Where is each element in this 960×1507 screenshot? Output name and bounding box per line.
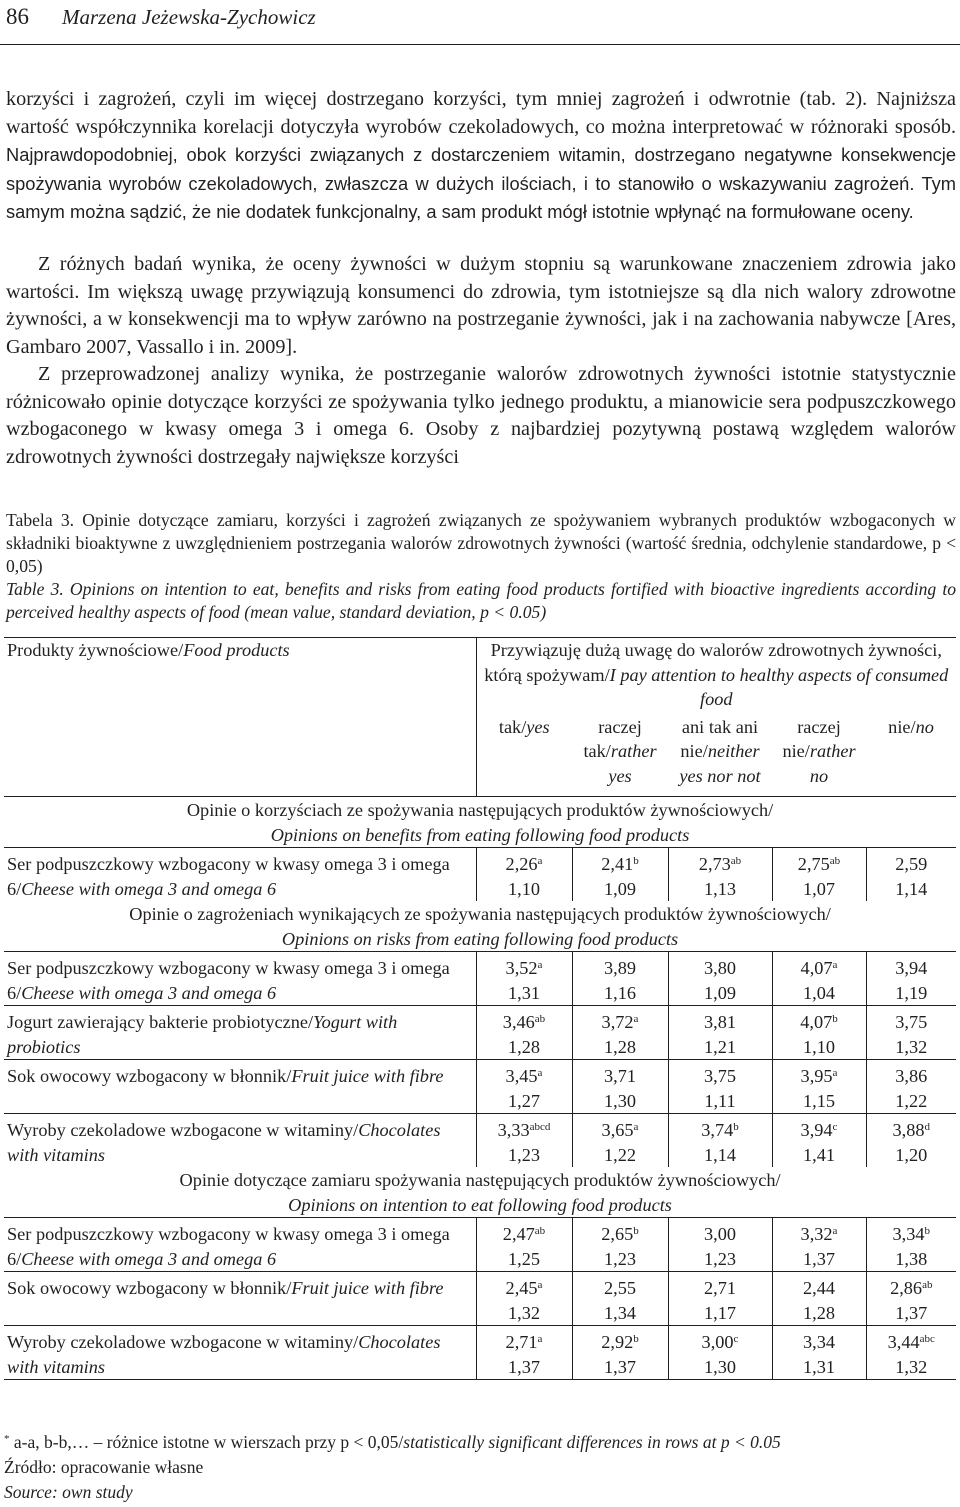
significance-letters: a [537, 1067, 543, 1079]
table-caption [6, 509, 956, 624]
significance-letters: d [924, 1121, 931, 1133]
sd-value: 1,23 [508, 1144, 540, 1165]
product-name-pl: Ser podpuszczkowy wzbogacony w kwasy omega 3 i omega 6/ [7, 958, 450, 1003]
significance-letters: c [832, 1121, 838, 1133]
product-name-en: Fruit juice with fibre [291, 1066, 444, 1086]
product-name [4, 848, 476, 902]
source-en: Source: own study [4, 1482, 133, 1502]
table-row [4, 848, 956, 902]
table-row [4, 1006, 956, 1060]
product-name [4, 1326, 476, 1380]
value-cell [572, 1114, 668, 1168]
table-row [4, 1218, 956, 1272]
table-row [4, 1060, 956, 1114]
mean-value: 2,59 [895, 854, 928, 874]
product-name-en: Chocolates with vitamins [7, 1332, 441, 1377]
mean-value: 3,74 [701, 1120, 734, 1140]
product-name-pl: Sok owocowy wzbogacony w błonnik/ [7, 1278, 292, 1298]
sd-value: 1,31 [508, 982, 540, 1003]
mean-value: 3,75 [704, 1066, 736, 1086]
value-cell [668, 1272, 772, 1326]
mean-value: 3,80 [704, 958, 736, 978]
product-name-pl: Wyroby czekoladowe wzbogacone w witaminy/ [7, 1332, 359, 1352]
significance-letters: a [832, 959, 838, 971]
value-cell [572, 1272, 668, 1326]
sd-value: 1,38 [895, 1248, 928, 1269]
value-cell [772, 1326, 866, 1380]
mean-value: 3,45 [505, 1066, 538, 1086]
mean-value: 2,41 [601, 854, 634, 874]
significance-letters: a [537, 1333, 543, 1345]
product-name-pl: Wyroby czekoladowe wzbogacone w witaminy/ [7, 1120, 359, 1140]
product-name-en: Chocolates with vitamins [7, 1120, 441, 1165]
value-cell [476, 848, 572, 902]
value-cell [476, 1272, 572, 1326]
running-author: Marzena Jeżewska-Zychowicz [62, 5, 316, 29]
body-paragraph-2: Z różnych badań wynika, że oceny żywności w dużym stopniu są warunkowane znaczeniem zdrowia jako wartości. Im większą uwagę przywiązują konsumenci do zdrowia, tym istotniejsze są dla nich walory zdrowotne żywności, a w konsekwencji ma to wpływ zarówno na postrzeganie żywności, jak i na zachowania nabywcze [Ares, Gambaro 2007, Vassallo i in. 2009]. [6, 253, 956, 358]
mean-value: 3,65 [601, 1120, 634, 1140]
section-title [4, 901, 956, 952]
sd-value: 1,28 [604, 1036, 636, 1057]
section-row [4, 1167, 956, 1218]
sd-value: 1,13 [704, 878, 736, 899]
mean-value: 3,52 [505, 958, 538, 978]
mean-value: 3,46 [502, 1012, 535, 1032]
sd-value: 1,04 [803, 982, 835, 1003]
sd-value: 1,25 [508, 1248, 540, 1269]
value-cell [668, 1006, 772, 1060]
paragraph-text: korzyści i zagrożeń, czyli im więcej dostrzegano korzyści, tym mniej zagrożeń i odwrotnie (tab. 2). Najniższa wartość współczynnika korelacji dotyczyła wyrobów czekoladowych, co można interpretować w różnoraki sposób. [6, 88, 956, 138]
product-name-en: Cheese with omega 3 and omega 6 [21, 1248, 277, 1269]
col-header-en: rather yes [608, 741, 657, 786]
sd-value: 1,10 [508, 878, 540, 899]
source-pl: Źródło: opracowanie własne [4, 1457, 204, 1477]
table-row [4, 1272, 956, 1326]
value-cell [772, 952, 866, 1006]
product-name [4, 1114, 476, 1168]
sd-value: 1,21 [704, 1036, 736, 1057]
col-header-products-pl: Produkty żywnościowe/ [7, 640, 184, 660]
significance-letters: a [537, 1279, 543, 1291]
mean-value: 3,34 [892, 1224, 925, 1244]
significance-letters: abcd [529, 1121, 551, 1133]
mean-value: 2,44 [803, 1278, 835, 1298]
product-name-pl: Ser podpuszczkowy wzbogacony w kwasy omega 3 i omega 6/ [7, 1224, 450, 1269]
significance-letters: ab [534, 1225, 546, 1237]
value-cell [866, 848, 956, 902]
mean-value: 3,33 [497, 1120, 530, 1140]
value-cell [668, 952, 772, 1006]
page-number: 86 [6, 4, 29, 29]
value-cell [866, 1114, 956, 1168]
product-name-en: Cheese with omega 3 and omega 6 [21, 878, 277, 899]
sd-value: 1,14 [895, 878, 928, 899]
sd-value: 1,31 [803, 1356, 835, 1377]
sd-value: 1,19 [895, 982, 928, 1003]
value-cell [866, 1060, 956, 1114]
significance-letters: a [537, 855, 543, 867]
value-cell [668, 1060, 772, 1114]
mean-value: 4,07 [800, 958, 833, 978]
mean-value: 2,73 [698, 854, 731, 874]
significance-letters: a [832, 1225, 838, 1237]
value-cell [772, 1060, 866, 1114]
value-cell [866, 1218, 956, 1272]
mean-value: 3,94 [895, 958, 928, 978]
sd-value: 1,32 [895, 1356, 928, 1377]
mean-value: 4,07 [800, 1012, 833, 1032]
sd-value: 1,30 [604, 1090, 636, 1111]
mean-value: 2,26 [505, 854, 538, 874]
col-header-products [4, 638, 476, 797]
section-title-en: Opinions on intention to eat following food products [288, 1194, 672, 1215]
col-header-2 [572, 715, 668, 797]
table-row [4, 952, 956, 1006]
mean-value: 2,71 [704, 1278, 736, 1298]
caption-pl: Tabela 3. Opinie dotyczące zamiaru, korzyści i zagrożeń związanych ze spożywaniem wybranych produktów wzbogaconych w składniki bioaktywne z uwzględnieniem postrzegania walorów zdrowotnych żywności (wartość średnia, odchylenie standardowe, p < 0,05) [6, 510, 956, 576]
col-header-en: yes [526, 716, 550, 737]
value-cell [476, 1006, 572, 1060]
mean-value: 2,92 [601, 1332, 634, 1352]
group-header-pl: Przywiązuję dużą uwagę do walorów zdrowotnych żywności, którą spożywam/ [484, 640, 942, 685]
value-cell [572, 1326, 668, 1380]
mean-value: 3,72 [601, 1012, 634, 1032]
significance-letters: b [733, 1121, 739, 1133]
value-cell [668, 848, 772, 902]
significance-letters: ab [922, 1279, 933, 1291]
value-cell [572, 1218, 668, 1272]
significance-letters: b [633, 1225, 639, 1237]
mean-value: 3,81 [704, 1012, 736, 1032]
body-paragraph-1 [6, 86, 956, 227]
value-cell [866, 1006, 956, 1060]
sd-value: 1,16 [604, 982, 636, 1003]
section-row [4, 901, 956, 952]
col-header-pl: tak/ [498, 716, 527, 737]
significance-letters: ab [730, 855, 742, 867]
mean-value: 2,71 [505, 1332, 538, 1352]
value-cell [668, 1326, 772, 1380]
col-header-4 [772, 715, 866, 797]
col-header-en: no [915, 716, 934, 737]
sd-value: 1,15 [803, 1090, 835, 1111]
significance-letters: a [633, 1013, 639, 1025]
section-title-pl: Opinie o korzyściach ze spożywania następujących produktów żywnościowych/ [186, 800, 774, 820]
sd-value: 1,37 [604, 1356, 636, 1377]
section-title [4, 1167, 956, 1218]
value-cell [572, 848, 668, 902]
sd-value: 1,32 [508, 1302, 540, 1323]
significance-letters: b [633, 1333, 639, 1345]
product-name-pl: Sok owocowy wzbogacony w błonnik/ [7, 1066, 292, 1086]
sd-value: 1,37 [508, 1356, 540, 1377]
col-header-products-en: Food products [183, 640, 290, 660]
group-header-en: I pay attention to healthy aspects of consumed food [609, 664, 949, 709]
value-cell [572, 1006, 668, 1060]
product-name-pl: Jogurt zawierający bakterie probiotyczne/ [7, 1012, 314, 1032]
sd-value: 1,28 [803, 1302, 835, 1323]
sd-value: 1,27 [508, 1090, 540, 1111]
value-cell [572, 952, 668, 1006]
col-header-5 [866, 715, 956, 797]
significance-letters: a [633, 1121, 639, 1133]
mean-value: 3,94 [800, 1120, 833, 1140]
product-name [4, 1272, 476, 1326]
paragraph-text-sans: Najprawdopodobniej, obok korzyści związanych z dostarczeniem witamin, dostrzegano negatywne konsekwencje spożywania wyrobów czekoladowych, zwłaszcza w dużych ilościach, i to stanowiło o wskazywaniu zagrożeń. Tym samym można sądzić, że nie dodatek funkcjonalny, a sam produkt mógł istotnie wpłynąć na formułowane oceny. [6, 144, 956, 222]
caption-en: Table 3. Opinions on intention to eat, benefits and risks from eating food products fortified with bioactive ingredients according to perceived healthy aspects of food (mean value, standard deviation, p < 0.05) [6, 579, 956, 622]
table-footnote [4, 1430, 781, 1455]
sd-value: 1,41 [803, 1144, 835, 1165]
sd-value: 1,28 [508, 1036, 540, 1057]
col-header-pl: raczej nie/ [782, 716, 841, 761]
value-cell [668, 1218, 772, 1272]
sd-value: 1,37 [895, 1302, 928, 1323]
value-cell [476, 1326, 572, 1380]
value-cell [476, 1218, 572, 1272]
value-cell [866, 952, 956, 1006]
sd-value: 1,07 [803, 878, 835, 899]
significance-letters: abc [919, 1333, 935, 1345]
mean-value: 3,86 [895, 1066, 928, 1086]
mean-value: 3,75 [895, 1012, 928, 1032]
running-header [0, 0, 960, 45]
sd-value: 1,14 [704, 1144, 736, 1165]
significance-letters: ab [534, 1013, 546, 1025]
col-header-1 [476, 715, 572, 797]
sd-value: 1,22 [604, 1144, 636, 1165]
table-row [4, 1114, 956, 1168]
col-header-pl: ani tak ani nie/ [680, 716, 759, 761]
sd-value: 1,23 [704, 1248, 736, 1269]
sd-value: 1,23 [604, 1248, 636, 1269]
mean-value: 3,89 [604, 958, 636, 978]
significance-letters: b [924, 1225, 931, 1237]
value-cell [476, 1114, 572, 1168]
section-title [4, 797, 956, 848]
col-header-3 [668, 715, 772, 797]
value-cell [772, 1114, 866, 1168]
sd-value: 1,17 [704, 1302, 736, 1323]
product-name [4, 952, 476, 1006]
significance-letters: b [633, 855, 639, 867]
mean-value: 3,00 [701, 1332, 734, 1352]
col-header-pl: nie/ [888, 716, 916, 737]
section-title-pl: Opinie dotyczące zamiaru spożywania następujących produktów żywnościowych/ [179, 1170, 781, 1190]
sd-value: 1,30 [704, 1356, 736, 1377]
sd-value: 1,10 [803, 1036, 835, 1057]
value-cell [772, 1272, 866, 1326]
product-name [4, 1006, 476, 1060]
mean-value: 3,95 [800, 1066, 833, 1086]
mean-value: 3,00 [704, 1224, 736, 1244]
sd-value: 1,32 [895, 1036, 928, 1057]
value-cell [572, 1060, 668, 1114]
value-cell [866, 1326, 956, 1380]
mean-value: 2,65 [601, 1224, 634, 1244]
value-cell [476, 952, 572, 1006]
results-table [4, 637, 956, 1380]
section-title-en: Opinions on benefits from eating following food products [270, 824, 690, 845]
value-cell [772, 1218, 866, 1272]
mean-value: 2,45 [505, 1278, 538, 1298]
body-paragraph-3: Z przeprowadzonej analizy wynika, że postrzeganie walorów zdrowotnych żywności istotnie statystycznie różnicowało opinie dotyczące korzyści ze spożywania tylko jednego produktu, a mianowicie sera podpuszczkowego wzbogaconego w kwasy omega 3 i omega 6. Osoby z najbardziej pozytywną postawą względem walorów zdrowotnych żywności dostrzegały największe korzyści [6, 363, 956, 468]
mean-value: 2,55 [604, 1278, 636, 1298]
mean-value: 3,71 [604, 1066, 636, 1086]
section-title-en: Opinions on risks from eating following food products [281, 928, 679, 949]
significance-letters: c [733, 1333, 739, 1345]
section-row [4, 797, 956, 848]
table-row [4, 1326, 956, 1380]
value-cell [476, 1060, 572, 1114]
table-header-row [4, 638, 956, 715]
footnote-mark: * [4, 1433, 10, 1445]
sd-value: 1,37 [803, 1248, 835, 1269]
product-name-en: Yogurt with probiotics [7, 1012, 398, 1057]
mean-value: 2,47 [502, 1224, 535, 1244]
section-title-pl: Opinie o zagrożeniach wynikających ze spożywania następujących produktów żywnościowych/ [129, 904, 831, 924]
col-header-pl: raczej tak/ [583, 716, 642, 761]
sd-value: 1,20 [895, 1144, 928, 1165]
significance-letters: a [537, 959, 543, 971]
mean-value: 3,34 [803, 1332, 835, 1352]
significance-letters: ab [829, 855, 841, 867]
product-name-en: Fruit juice with fibre [291, 1278, 444, 1298]
product-name [4, 1218, 476, 1272]
mean-value: 3,88 [892, 1120, 925, 1140]
product-name-en: Cheese with omega 3 and omega 6 [21, 982, 277, 1003]
col-header-en: rather no [809, 741, 856, 786]
mean-value: 2,75 [797, 854, 830, 874]
col-header-en: neither yes nor not [679, 741, 761, 786]
footnote-en: statistically significant differences in rows at p < 0.05 [403, 1432, 781, 1452]
value-cell [866, 1272, 956, 1326]
mean-value: 3,44 [887, 1332, 920, 1352]
sd-value: 1,22 [895, 1090, 928, 1111]
significance-letters: b [832, 1013, 838, 1025]
product-name-pl: Ser podpuszczkowy wzbogacony w kwasy omega 3 i omega 6/ [7, 854, 450, 899]
col-group-header [476, 638, 956, 715]
sd-value: 1,34 [604, 1302, 636, 1323]
value-cell [668, 1114, 772, 1168]
footnote-pl: a-a, b-b,… – różnice istotne w wierszach przy p < 0,05/ [13, 1432, 404, 1452]
sd-value: 1,09 [604, 878, 636, 899]
sd-value: 1,11 [704, 1090, 736, 1111]
sd-value: 1,09 [704, 982, 736, 1003]
value-cell [772, 1006, 866, 1060]
product-name [4, 1060, 476, 1114]
mean-value: 2,86 [890, 1278, 923, 1298]
mean-value: 3,32 [800, 1224, 833, 1244]
significance-letters: a [832, 1067, 838, 1079]
value-cell [772, 848, 866, 902]
